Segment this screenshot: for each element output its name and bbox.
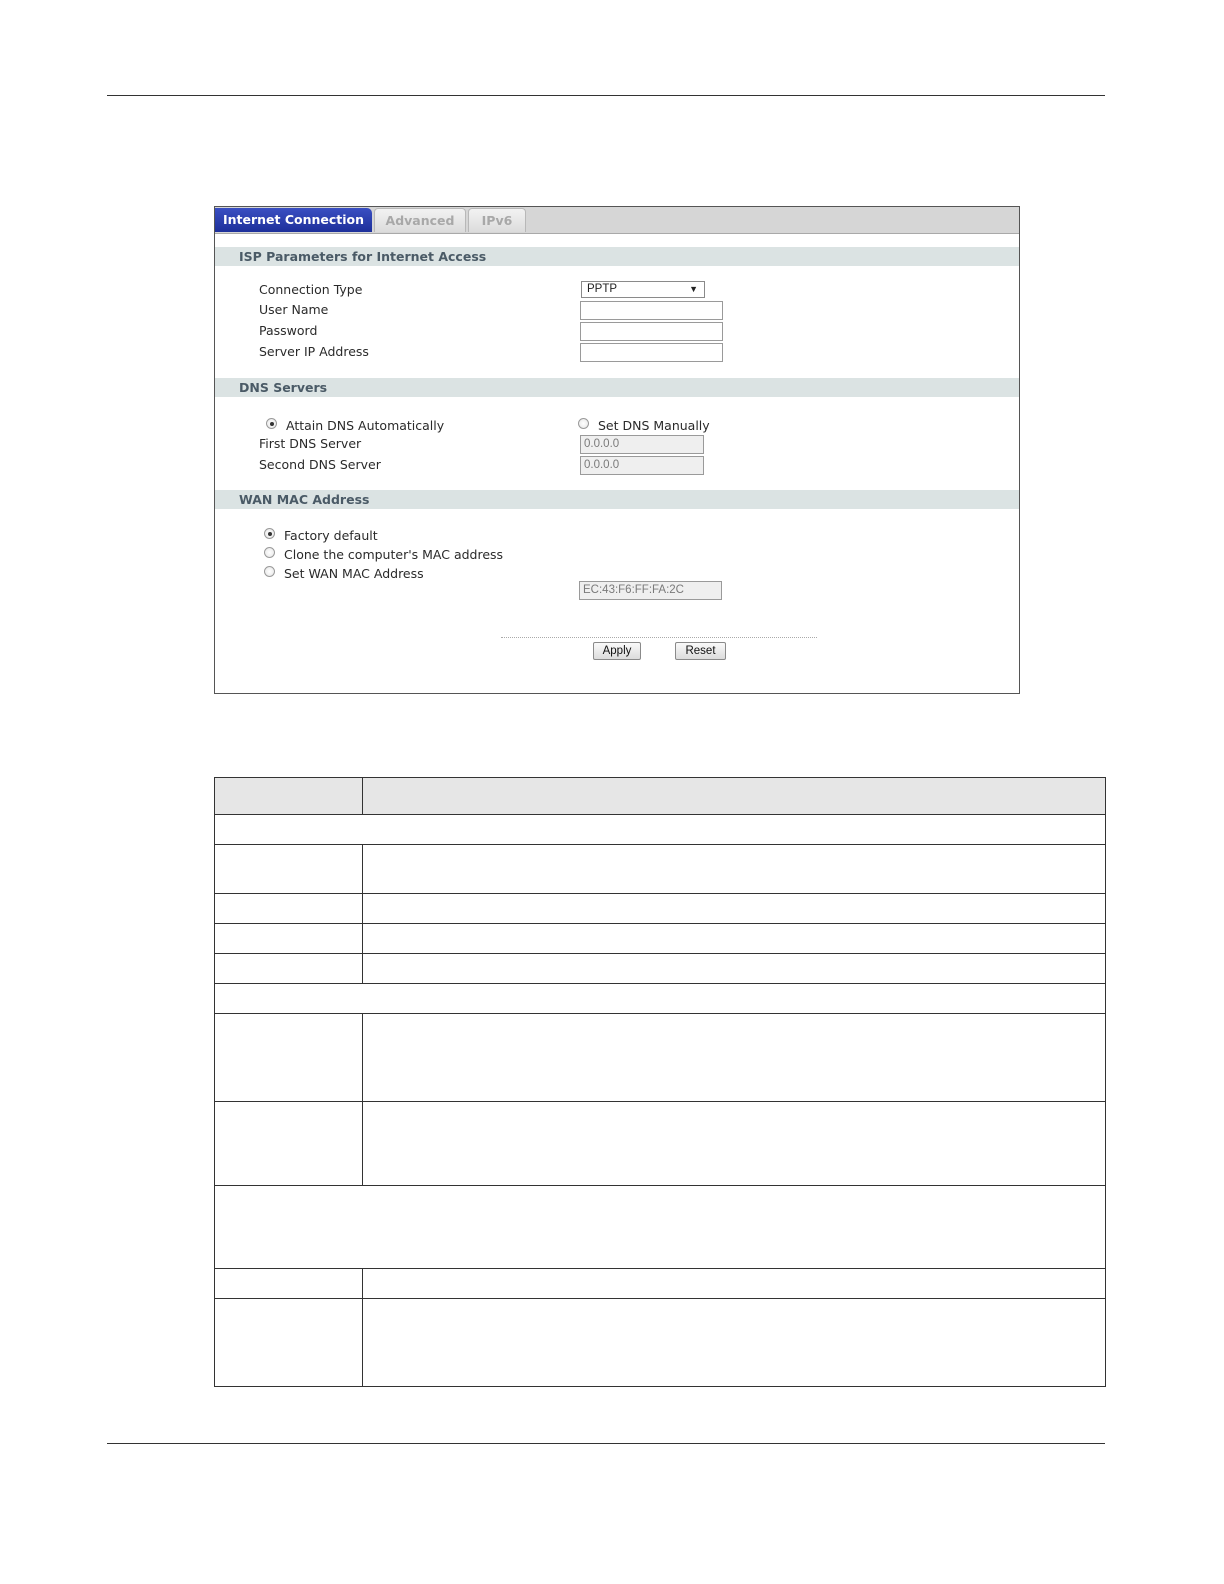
second-dns-field[interactable]: 0.0.0.0	[580, 456, 704, 475]
dns-section-title: DNS Servers	[239, 380, 328, 395]
password-label: Password	[259, 323, 318, 338]
table-cell	[215, 1102, 363, 1185]
wan-mac-section-title: WAN MAC Address	[239, 492, 370, 507]
table-row	[215, 1101, 1105, 1185]
connection-type-value: PPTP	[587, 283, 618, 295]
user-name-field[interactable]	[580, 301, 723, 320]
password-field[interactable]	[580, 322, 723, 341]
server-ip-field[interactable]	[580, 343, 723, 362]
table-cell	[215, 954, 363, 983]
description-table	[214, 777, 1106, 1387]
wan-mac-section-header	[215, 490, 1019, 509]
table-cell	[215, 1299, 363, 1386]
table-section-row	[215, 983, 1105, 1013]
tab-ipv6[interactable]: IPv6	[468, 208, 526, 232]
table-row	[215, 1268, 1105, 1298]
table-row	[215, 953, 1105, 983]
mac-clone-label: Clone the computer's MAC address	[284, 547, 504, 562]
server-ip-label: Server IP Address	[259, 344, 369, 359]
table-row	[215, 893, 1105, 923]
connection-type-label: Connection Type	[259, 282, 363, 297]
dns-manual-label: Set DNS Manually	[598, 418, 710, 433]
table-section-row	[215, 814, 1105, 844]
table-cell	[215, 924, 363, 953]
chevron-down-icon: ▼	[689, 284, 698, 294]
table-row	[215, 1013, 1105, 1101]
table-cell	[215, 845, 363, 893]
mac-clone-radio[interactable]	[264, 547, 275, 558]
dns-auto-radio[interactable]	[266, 418, 277, 429]
mac-factory-label: Factory default	[284, 528, 378, 543]
isp-section-title: ISP Parameters for Internet Access	[239, 249, 487, 264]
table-cell	[215, 1014, 363, 1101]
first-dns-field[interactable]: 0.0.0.0	[580, 435, 704, 454]
screenshot-frame	[214, 206, 1020, 694]
mac-set-label: Set WAN MAC Address	[284, 566, 424, 581]
bottom-rule	[107, 1443, 1105, 1444]
table-cell	[215, 894, 363, 923]
connection-type-select[interactable]	[581, 281, 705, 298]
table-row	[215, 844, 1105, 893]
first-dns-label: First DNS Server	[259, 436, 362, 451]
tab-bar	[215, 207, 1019, 234]
table-row	[215, 923, 1105, 953]
table-section-row	[215, 1185, 1105, 1268]
mac-address-field[interactable]: EC:43:F6:FF:FA:2C	[579, 581, 722, 600]
divider	[501, 637, 817, 638]
mac-factory-radio[interactable]	[264, 528, 275, 539]
second-dns-label: Second DNS Server	[259, 457, 381, 472]
isp-section-header	[215, 247, 1019, 266]
mac-set-radio[interactable]	[264, 566, 275, 577]
user-name-label: User Name	[259, 302, 329, 317]
reset-button[interactable]: Reset	[675, 642, 726, 660]
tab-internet-connection[interactable]: Internet Connection	[215, 208, 372, 232]
apply-button[interactable]: Apply	[593, 642, 641, 660]
dns-auto-label: Attain DNS Automatically	[286, 418, 445, 433]
table-cell	[215, 1269, 363, 1298]
tab-advanced[interactable]: Advanced	[374, 208, 466, 232]
table-cell	[215, 778, 363, 814]
top-rule	[107, 95, 1105, 96]
dns-section-header	[215, 378, 1019, 397]
table-row	[215, 1298, 1105, 1386]
dns-manual-radio[interactable]	[578, 418, 589, 429]
table-header-row	[215, 778, 1105, 814]
